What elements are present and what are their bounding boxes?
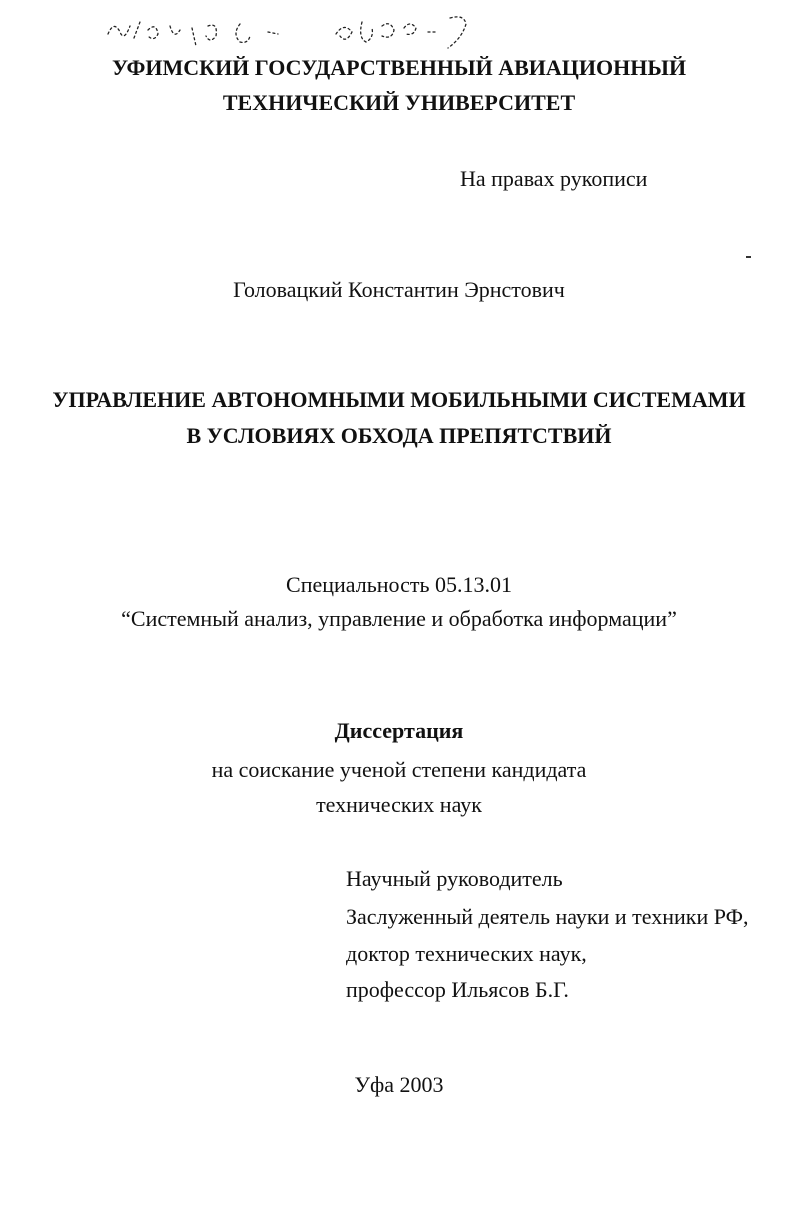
specialty-code: Специальность 05.13.01 [286,572,512,597]
degree-line1: на соискание ученой степени кандидата [211,757,587,782]
handwritten-archive-note [100,8,480,52]
degree-line2: технических наук [316,792,482,817]
university-name-line1: УФИМСКИЙ ГОСУДАРСТВЕННЫЙ АВИАЦИОННЫЙ [111,55,687,80]
scan-speck [746,256,751,258]
manuscript-rights-note: На правах рукописи [460,166,648,191]
dissertation-title-line1: УПРАВЛЕНИЕ АВТОНОМНЫМИ МОБИЛЬНЫМИ СИСТЕМАМИ [52,387,746,412]
supervisor-label: Научный руководитель [346,866,563,891]
supervisor-name: профессор Ильясов Б.Г. [346,977,569,1002]
work-type: Диссертация [334,718,464,743]
city-and-year: Уфа 2003 [354,1072,444,1097]
author-name: Головацкий Константин Эрнстович [233,277,565,302]
supervisor-honorary-title: Заслуженный деятель науки и техники РФ, [346,904,749,929]
specialty-name: “Системный анализ, управление и обработка информации” [121,606,677,631]
supervisor-degree: доктор технических наук, [346,941,587,966]
university-name-line2: ТЕХНИЧЕСКИЙ УНИВЕРСИТЕТ [222,90,576,115]
dissertation-title-line2: В УСЛОВИЯХ ОБХОДА ПРЕПЯТСТВИЙ [186,423,612,448]
